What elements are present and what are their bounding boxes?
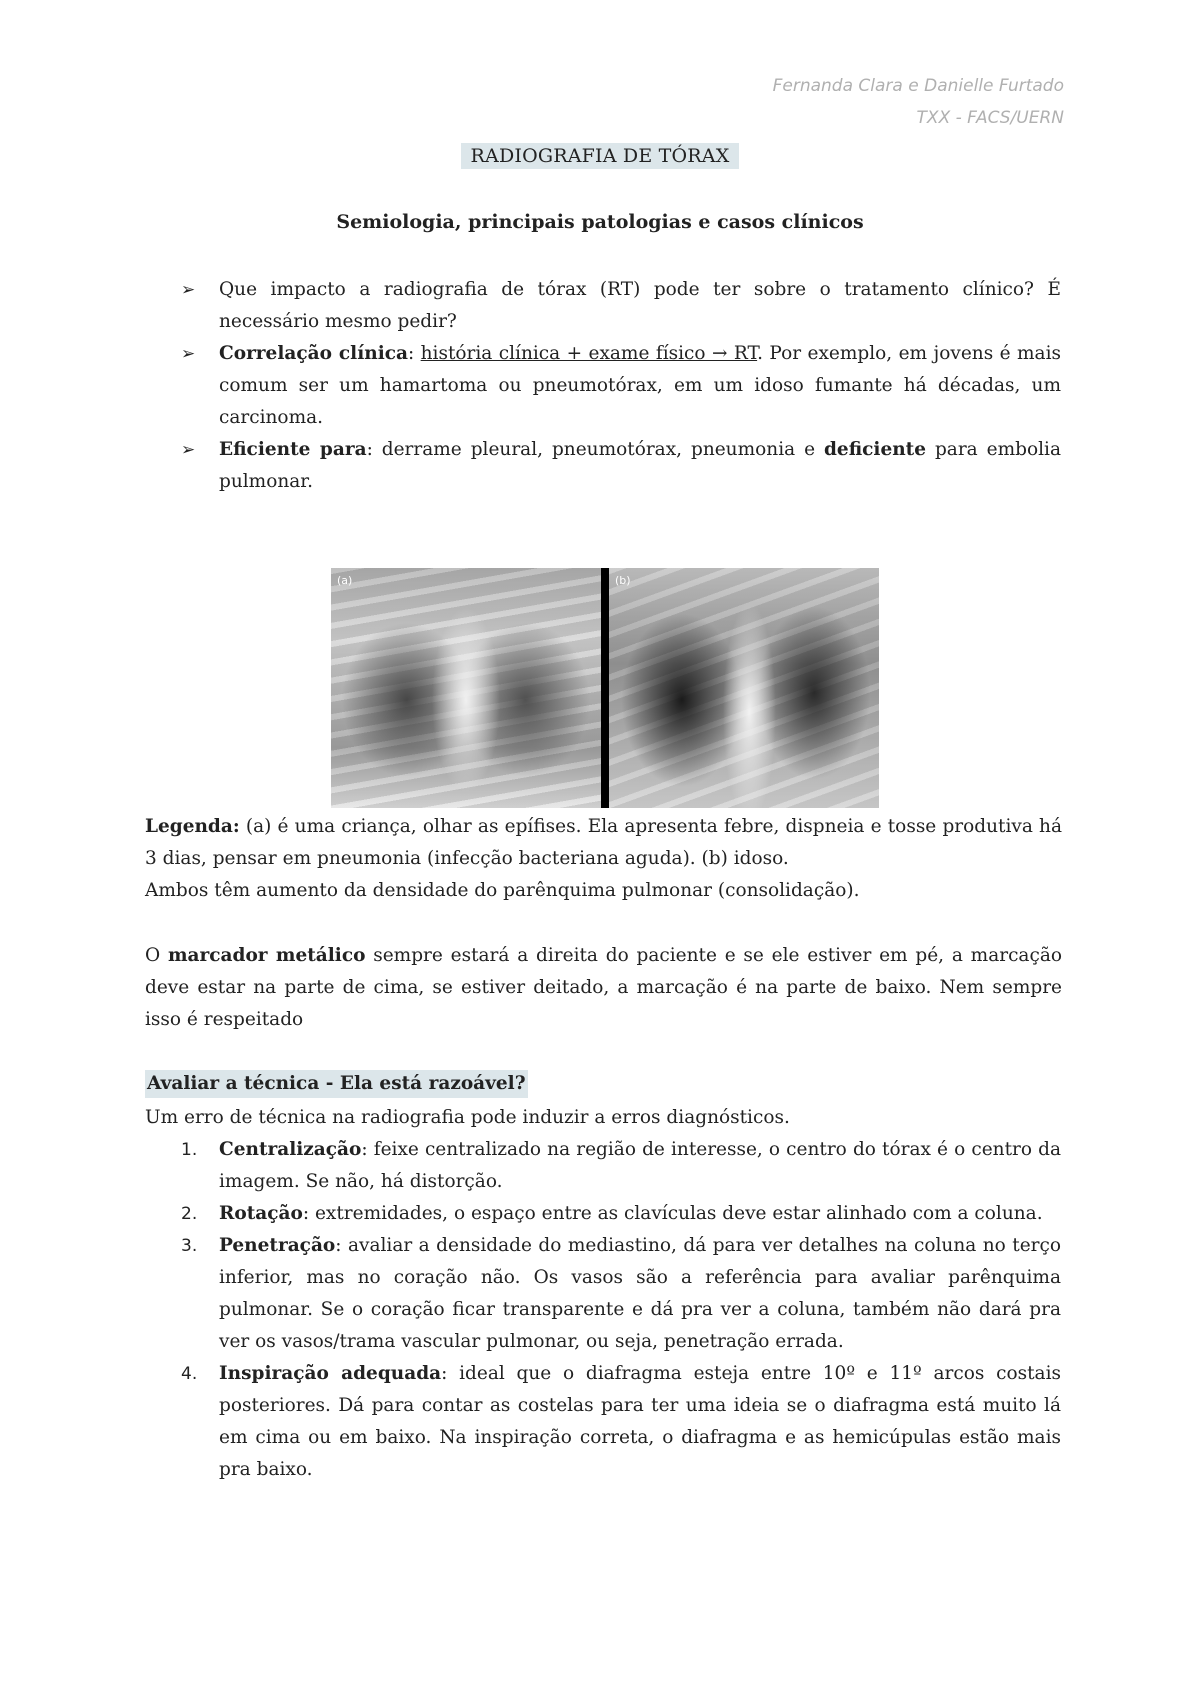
- bullet-item: [181, 434, 1061, 498]
- bullet-text: : derrame pleural, pneumotórax, pneumonia e: [366, 439, 824, 460]
- header-author: Fernanda Clara e Danielle Furtado: [772, 76, 1064, 96]
- item-text: : extremidades, o espaço entre as clavículas deve estar alinhado com a coluna.: [302, 1203, 1043, 1224]
- item-text: : avaliar a densidade do mediastino, dá para ver detalhes na coluna no terço inferior, mas no coração não. Os vasos são a referência para avaliar parênquima pulmonar. Se o coração ficar transparente e dá pra ver a coluna, também não dará pra ver os vasos/trama vascular pulmonar, ou seja, penetração errada.: [219, 1235, 1061, 1352]
- numbered-item: [181, 1134, 1061, 1198]
- bullet-item: [181, 274, 1061, 338]
- paragraph-prefix: O: [145, 945, 168, 966]
- arrow-bullet-icon: ➢: [181, 280, 196, 300]
- chest-xray-figure: [331, 568, 879, 808]
- section-heading: Avaliar a técnica - Ela está razoável?: [145, 1070, 528, 1098]
- numbered-item: [181, 1198, 1061, 1230]
- item-number: 4.: [181, 1364, 198, 1384]
- bullet-text: . Por exemplo, em jovens é mais comum ser um hamartoma ou pneumotórax, em um idoso fumante há décadas, um carcinoma.: [219, 343, 1061, 428]
- item-text: : ideal que o diafragma esteja entre 10º e 11º arcos costais posteriores. Dá para contar as costelas para ter uma ideia se o diafragma está muito lá em cima ou em baixo. Na inspiração correta, o diafragma e as hemicúpulas estão mais pra baixo.: [219, 1363, 1061, 1480]
- xray-label-a: (a): [337, 574, 353, 587]
- item-bold-term: Inspiração adequada: [219, 1363, 442, 1384]
- caption-label: Legenda:: [145, 816, 240, 837]
- bullet-bold-term: deficiente: [824, 439, 926, 460]
- bullet-bold-term: Eficiente para: [219, 439, 367, 460]
- item-bold-term: Penetração: [219, 1235, 336, 1256]
- bullet-text: Que impacto a radiografia de tórax (RT) pode ter sobre o tratamento clínico? É necessário mesmo pedir?: [219, 279, 1061, 332]
- page-subtitle: Semiologia, principais patologias e casos clínicos: [336, 211, 864, 233]
- intro-bullet-list: [181, 274, 1061, 498]
- arrow-bullet-icon: ➢: [181, 344, 196, 364]
- xray-image-a: [331, 568, 601, 808]
- item-number: 1.: [181, 1140, 198, 1160]
- title-container: [0, 143, 1200, 169]
- header-course: TXX - FACS/UERN: [916, 108, 1064, 128]
- figure-caption: [145, 811, 1062, 907]
- bullet-separator: :: [407, 343, 421, 364]
- caption-line: [145, 811, 1062, 875]
- bullet-text: para embolia pulmonar.: [219, 439, 1061, 492]
- marker-paragraph: [145, 940, 1062, 1036]
- item-number: 3.: [181, 1236, 198, 1256]
- xray-image-b: [609, 568, 879, 808]
- xray-label-b: (b): [615, 574, 631, 587]
- bullet-item: [181, 338, 1061, 434]
- item-bold-term: Centralização: [219, 1139, 362, 1160]
- bullet-bold-term: Correlação clínica: [219, 343, 408, 364]
- caption-text: (a) é uma criança, olhar as epífises. Ela apresenta febre, dispneia e tosse produtiva há 3 dias, pensar em pneumonia (infecção bacteriana aguda). (b) idoso.: [145, 816, 1062, 869]
- paragraph-text: [145, 940, 1062, 1036]
- item-number: 2.: [181, 1204, 198, 1224]
- caption-line: Ambos têm aumento da densidade do parênquima pulmonar (consolidação).: [145, 880, 860, 901]
- section-intro: Um erro de técnica na radiografia pode induzir a erros diagnósticos.: [145, 1107, 790, 1128]
- paragraph-rest: sempre estará a direita do paciente e se ele estiver em pé, a marcação deve estar na parte de cima, se estiver deitado, a marcação é na parte de baixo. Nem sempre isso é respeitado: [145, 945, 1062, 1030]
- numbered-item: [181, 1230, 1061, 1358]
- arrow-bullet-icon: ➢: [181, 440, 196, 460]
- page-title: RADIOGRAFIA DE TÓRAX: [461, 143, 740, 169]
- technique-list: [181, 1134, 1061, 1486]
- item-bold-term: Rotação: [219, 1203, 303, 1224]
- bullet-underlined-text: história clínica + exame físico → RT: [420, 343, 758, 364]
- paragraph-bold-term: marcador metálico: [167, 945, 366, 966]
- numbered-item: [181, 1358, 1061, 1486]
- item-text: : feixe centralizado na região de interesse, o centro do tórax é o centro da imagem. Se não, há distorção.: [219, 1139, 1061, 1192]
